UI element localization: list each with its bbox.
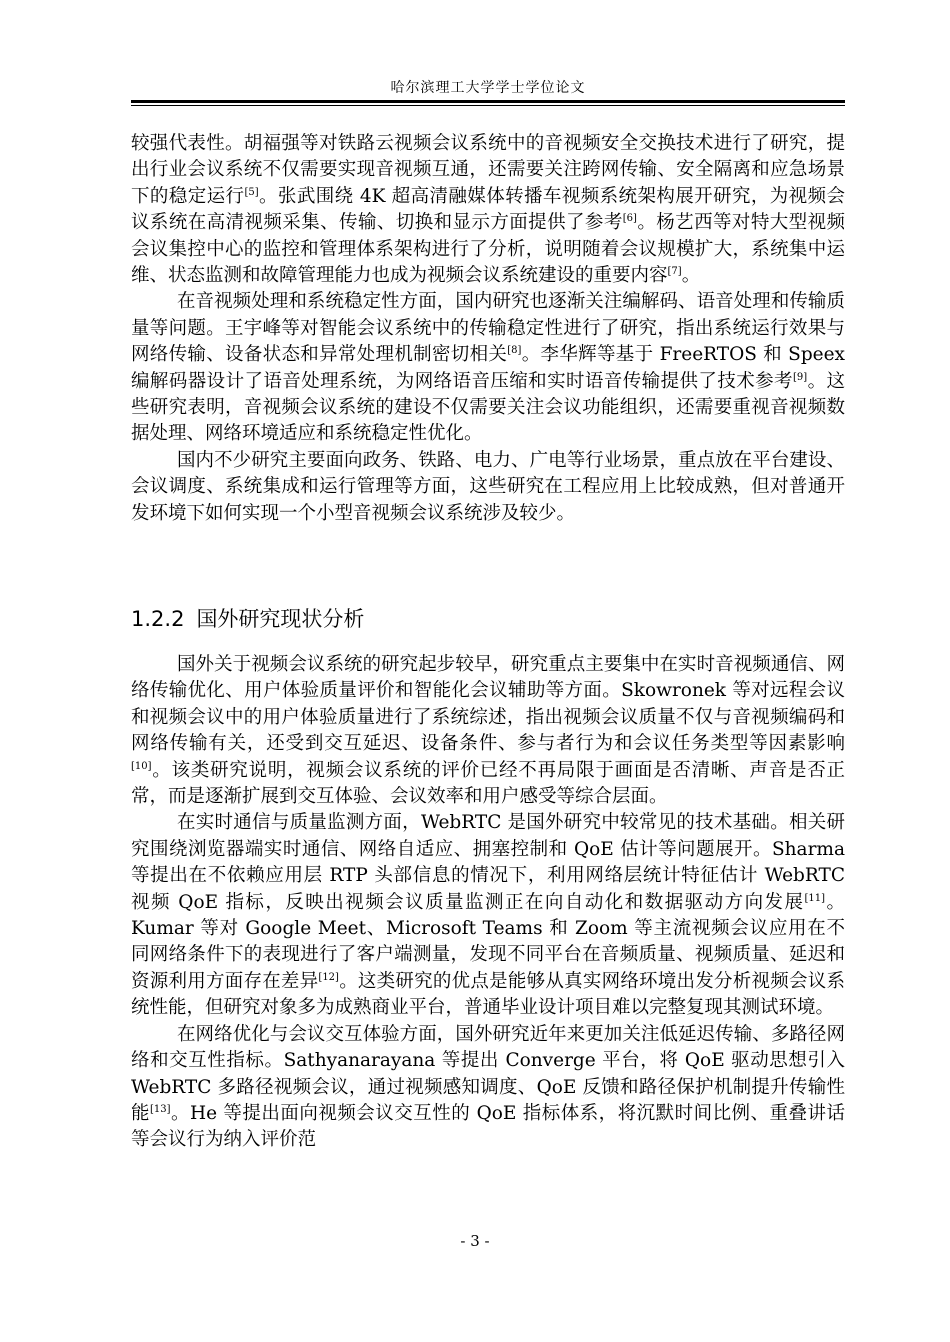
foreign-research-section — [131, 652, 845, 1154]
citation: [13] — [149, 1103, 171, 1115]
paragraph: 在音视频处理和系统稳定性方面，国内研究也逐渐关注编解码、语音处理和传输质量等问题。王宇峰等对智能会议系统中的传输稳定性进行了研究，指出系统运行效果与网络传输、设备状态和异常处理机制密切相关[8]。李华辉等基于 FreeRTOS 和 Speex 编解码器设计了语音处理系统，为网络语音压缩和实时语音传输提供了技术参考[9]。这些研究表明，音视频会议系统的建设不仅需要关注会议功能组织，还需要重视音视频数据处理、网络环境适应和系统稳定性优化。 — [131, 291, 845, 445]
header-rule-thin — [131, 105, 845, 106]
header-rule-thick — [131, 100, 845, 103]
section-number: 1.2.2 — [131, 607, 185, 631]
citation: [10] — [131, 760, 152, 772]
citation: [11] — [804, 892, 826, 904]
citation: [9] — [792, 371, 808, 383]
citation: [5] — [244, 186, 259, 198]
section-title: 国外研究现状分析 — [196, 607, 365, 631]
domestic-research-section — [131, 131, 845, 527]
paragraph: 在实时通信与质量监测方面，WebRTC 是国外研究中较常见的技术基础。相关研究围绕浏览器端实时通信、网络自适应、拥塞控制和 QoE 估计等问题展开。Sharma 等提出在不依赖应用层 RTP 头部信息的情况下，利用网络层统计特征估计 WebRTC 视频 QoE 指标，反映出视频会议质量监测正在向自动化和数据驱动方向发展[11]。Kumar 等对 Google Meet、Microsoft Teams 和 Zoom 等主流视频会议应用在不同网络条件下的表现进行了客户端测量，发现不同平台在音频质量、视频质量、延迟和资源利用方面存在差异[12]。这类研究的优点是能够从真实网络环境出发分析视频会议系统性能，但研究对象多为成熟商业平台，普通毕业设计项目难以完整复现其测试环境。 — [131, 812, 845, 1019]
citation: [7] — [667, 266, 682, 278]
paragraph: 国内不少研究主要面向政务、铁路、电力、广电等行业场景，重点放在平台建设、会议调度、系统集成和运行管理等方面，这些研究在工程应用上比较成熟，但对普通开发环境下如何实现一个小型音视频会议系统涉及较少。 — [131, 449, 845, 524]
page-number: - 3 - — [460, 1232, 490, 1250]
citation: [8] — [507, 345, 522, 357]
paragraph: 国外关于视频会议系统的研究起步较早，研究重点主要集中在实时音视频通信、网络传输优化、用户体验质量评价和智能化会议辅助等方面。Skowronek 等对远程会议和视频会议中的用户体验质量进行了系统综述，指出视频会议质量不仅与音视频编码和网络传输有关，还受到交互延迟、设备条件、参与者行为和会议任务类型等因素影响[10]。该类研究说明，视频会议系统的评价已经不再局限于画面是否清晰、声音是否正常，而是逐渐扩展到交互体验、会议效率和用户感受等综合层面。 — [131, 654, 845, 808]
paragraph: 在网络优化与会议交互体验方面，国外研究近年来更加关注低延迟传输、多路径网络和交互性指标。Sathyanarayana 等提出 Converge 平台，将 QoE 驱动思想引入 WebRTC 多路径视频会议，通过视频感知调度、QoE 反馈和路径保护机制提升传输性能[13]。He 等提出面向视频会议交互性的 QoE 指标体系，将沉默时间比例、重叠讲话等会议行为纳入评价范 — [131, 1023, 845, 1151]
citation: [12] — [318, 971, 339, 983]
paragraph: 较强代表性。胡福强等对铁路云视频会议系统中的音视频安全交换技术进行了研究，提出行业会议系统不仅需要实现音视频互通，还需要关注跨网传输、安全隔离和应急场景下的稳定运行[5]。张武围绕 4K 超高清融媒体转播车视频系统架构展开研究，为视频会议系统在高清视频采集、传输、切换和显示方面提供了参考[6]。杨艺西等对特大型视频会议集控中心的监控和管理体系架构进行了分析，说明随着会议规模扩大，系统集中运维、状态监测和故障管理能力也成为视频会议系统建设的重要内容[7]。 — [131, 133, 845, 287]
running-header: 哈尔滨理工大学学士学位论文 — [390, 80, 586, 96]
citation: [6] — [622, 213, 637, 225]
section-heading — [131, 604, 364, 634]
